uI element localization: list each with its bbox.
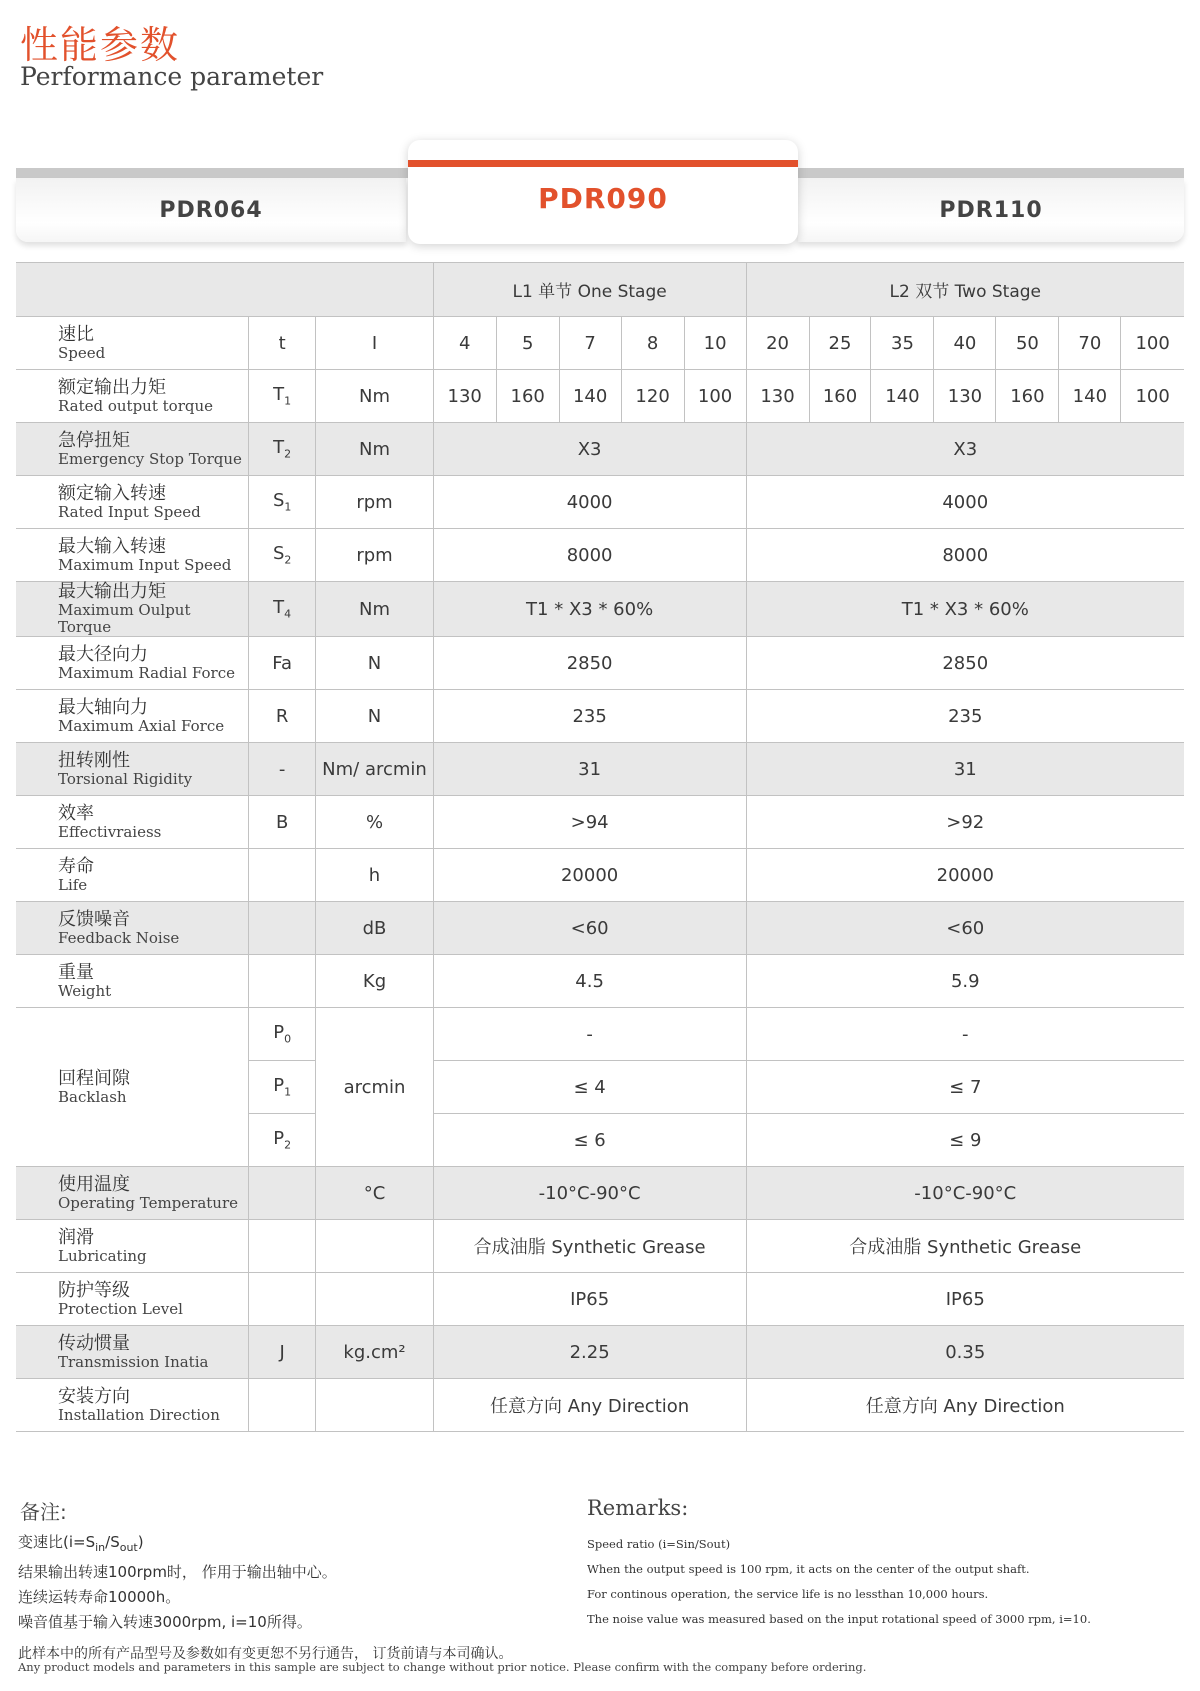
param-name-cn: 最大输出力矩 (58, 581, 166, 602)
unit-cell: rpm (316, 476, 433, 529)
symbol-cell (248, 1220, 315, 1273)
param-name-cn: 额定输入转速 (58, 482, 166, 504)
tab-pdr090-active[interactable] (408, 140, 798, 244)
symbol-subscript: 2 (284, 553, 292, 567)
param-name-en: Speed (58, 343, 106, 362)
l2-value-cell: ≤ 7 (746, 1061, 1184, 1114)
symbol-subscript: 0 (284, 1032, 292, 1046)
table-row (16, 529, 1184, 582)
param-name-cn: 扭转刚性 (58, 749, 130, 771)
symbol-cell (248, 582, 315, 637)
param-name-cell (16, 582, 248, 637)
value-cell: 40 (934, 317, 996, 370)
unit-cell: N (316, 690, 433, 743)
tab-pdr090-label: PDR090 (538, 182, 668, 215)
param-name-cell (16, 796, 248, 849)
param-name-en: Effectivraiess (58, 822, 162, 841)
table-row (16, 1167, 1184, 1220)
footer-notice-en: Any product models and parameters in this sample are subject to change without prior notice. Please confirm with the company before ordering. (18, 1660, 867, 1674)
l1-value-cell: 20000 (433, 849, 746, 902)
symbol-subscript: 1 (284, 1085, 292, 1099)
param-name-cn: 防护等级 (58, 1279, 130, 1301)
value-cell: 140 (871, 370, 934, 423)
param-name-cell (16, 1167, 248, 1220)
param-name-cell (16, 423, 248, 476)
value-cell: 160 (496, 370, 559, 423)
remark-cn-line: 噪音值基于输入转速3000rpm, i=10所得。 (18, 1613, 312, 1631)
symbol-text: B (275, 811, 289, 833)
symbol-cell (248, 476, 315, 529)
symbol-cell (248, 1061, 315, 1114)
param-name-cn: 效率 (58, 802, 94, 824)
symbol-text: T (273, 437, 285, 459)
param-name-en: Torsional Rigidity (58, 769, 193, 788)
symbol-cell (248, 529, 315, 582)
param-name-cell (16, 1273, 248, 1326)
table-row (16, 1379, 1184, 1432)
remarks-cn-title: 备注: (20, 1500, 67, 1524)
symbol-text: T (273, 597, 285, 619)
symbol-subscript: 2 (284, 1138, 292, 1152)
table-row (16, 582, 1184, 637)
param-name-en: Maximum Oulput Torque (58, 601, 191, 636)
table-row (16, 476, 1184, 529)
param-name-cn: 安装方向 (58, 1385, 130, 1407)
unit-cell: N (316, 637, 433, 690)
symbol-text: P (273, 1075, 285, 1097)
unit-cell: °C (316, 1167, 433, 1220)
table-row (16, 955, 1184, 1008)
symbol-cell (248, 796, 315, 849)
param-name-cell (16, 1379, 248, 1432)
param-name-en: Maximum Axial Force (58, 716, 225, 735)
l1-value-cell: >94 (433, 796, 746, 849)
symbol-cell (248, 423, 315, 476)
param-name-cell (16, 690, 248, 743)
backlash-row (16, 1008, 1184, 1061)
param-name-cn: 最大输入转速 (58, 535, 166, 557)
value-cell: 100 (1121, 317, 1184, 370)
l2-value-cell: >92 (746, 796, 1184, 849)
value-cell: 130 (934, 370, 996, 423)
param-name-cell (16, 370, 248, 423)
symbol-cell (248, 955, 315, 1008)
header-blank (16, 263, 433, 317)
l1-value-cell: 4.5 (433, 955, 746, 1008)
value-cell: 20 (746, 317, 809, 370)
value-cell: 8 (621, 317, 684, 370)
table-row (16, 690, 1184, 743)
remark-en-line: Speed ratio (i=Sin/Sout) (587, 1537, 731, 1551)
value-cell: 140 (1059, 370, 1121, 423)
l2-value-cell: 合成油脂 Synthetic Grease (746, 1220, 1184, 1273)
param-name-en: Operating Temperature (58, 1193, 239, 1212)
table-row (16, 370, 1184, 423)
table-row (16, 743, 1184, 796)
param-name-en: Weight (58, 981, 112, 1000)
symbol-cell (248, 1273, 315, 1326)
l1-value-cell: 任意方向 Any Direction (433, 1379, 746, 1432)
symbol-cell (248, 1167, 315, 1220)
param-name-en: Feedback Noise (58, 928, 180, 947)
param-name-cell (16, 1326, 248, 1379)
param-name-cn: 寿命 (58, 855, 94, 877)
param-name-en: Protection Level (58, 1299, 183, 1318)
l1-value-cell: 31 (433, 743, 746, 796)
l2-value-cell: 2850 (746, 637, 1184, 690)
symbol-subscript: 1 (284, 394, 292, 408)
param-name-en: Maximum Radial Force (58, 663, 235, 682)
param-name-cn: 润滑 (58, 1226, 94, 1248)
symbol-cell (248, 1379, 315, 1432)
symbol-text: S (272, 490, 285, 512)
l1-value-cell: 4000 (433, 476, 746, 529)
unit-cell (316, 1220, 433, 1273)
l1-value-cell: T1 * X3 * 60% (433, 582, 746, 637)
param-name-cell (16, 743, 248, 796)
param-name-cell (16, 1220, 248, 1273)
l2-value-cell: 任意方向 Any Direction (746, 1379, 1184, 1432)
param-name-en: Installation Direction (58, 1405, 220, 1424)
l2-value-cell: 4000 (746, 476, 1184, 529)
symbol-cell (248, 690, 315, 743)
value-cell: 35 (871, 317, 934, 370)
symbol-text: P (273, 1128, 285, 1150)
param-name-cn: 重量 (58, 961, 94, 983)
l2-value-cell: - (746, 1008, 1184, 1061)
remark-cn-line: 连续运转寿命10000h。 (18, 1588, 181, 1606)
param-name-en: Maximum Input Speed (58, 555, 232, 574)
l2-value-cell: 20000 (746, 849, 1184, 902)
symbol-subscript: 1 (284, 500, 292, 514)
l1-value-cell: 235 (433, 690, 746, 743)
param-name-cell (16, 1008, 248, 1167)
table-row (16, 637, 1184, 690)
l1-value-cell: -10°C-90°C (433, 1167, 746, 1220)
value-cell: 140 (559, 370, 621, 423)
l2-value-cell: ≤ 9 (746, 1114, 1184, 1167)
value-cell: 25 (809, 317, 871, 370)
symbol-cell (248, 637, 315, 690)
table-row (16, 423, 1184, 476)
symbol-text: J (279, 1341, 285, 1363)
unit-cell: I (316, 317, 433, 370)
remark-en-line: For continous operation, the service life is no lessthan 10,000 hours. (587, 1587, 989, 1601)
param-name-cn: 传动惯量 (58, 1332, 130, 1354)
param-name-cell (16, 317, 248, 370)
symbol-subscript: 2 (284, 447, 292, 461)
stage-header-row (16, 263, 1184, 317)
remarks-en-title: Remarks: (587, 1496, 689, 1520)
unit-cell: Kg (316, 955, 433, 1008)
param-name-cell (16, 637, 248, 690)
param-name-cell (16, 529, 248, 582)
l1-value-cell: ≤ 4 (433, 1061, 746, 1114)
param-name-cell (16, 955, 248, 1008)
unit-cell: dB (316, 902, 433, 955)
table-row (16, 1220, 1184, 1273)
value-cell: 130 (433, 370, 496, 423)
l2-value-cell: -10°C-90°C (746, 1167, 1184, 1220)
l1-value-cell: <60 (433, 902, 746, 955)
param-name-en: Life (58, 875, 88, 894)
l2-value-cell: 235 (746, 690, 1184, 743)
symbol-text: R (275, 705, 289, 727)
l1-value-cell: 合成油脂 Synthetic Grease (433, 1220, 746, 1273)
table-row (16, 902, 1184, 955)
remark-cn-line: 变速比$(i=S_{in}/S_{out})$ (18, 1533, 144, 1554)
unit-cell: Nm (316, 423, 433, 476)
symbol-text: - (278, 758, 286, 780)
param-name-cn: 速比 (58, 323, 94, 345)
unit-cell: Nm/ arcmin (316, 743, 433, 796)
param-name-en: Emergency Stop Torque (58, 449, 242, 468)
remark-cn-line: 结果输出转速100rpm时， 作用于输出轴中心。 (18, 1563, 337, 1581)
symbol-subscript: 4 (284, 607, 292, 621)
value-cell: 5 (496, 317, 559, 370)
value-cell: 7 (559, 317, 621, 370)
stage-l2-header: L2 双节 Two Stage (746, 263, 1184, 317)
param-name-en: Rated output torque (58, 396, 214, 415)
param-name-en: Lubricating (58, 1246, 147, 1265)
l2-value-cell: 5.9 (746, 955, 1184, 1008)
symbol-text: t (278, 332, 286, 354)
unit-cell (316, 1379, 433, 1432)
value-cell: 4 (433, 317, 496, 370)
param-name-cell (16, 849, 248, 902)
l1-value-cell: 8000 (433, 529, 746, 582)
l1-value-cell: IP65 (433, 1273, 746, 1326)
footer-notice-cn: 此样本中的所有产品型号及参数如有变更恕不另行通告， 订货前请与本司确认。 (18, 1646, 513, 1662)
param-name-cell (16, 476, 248, 529)
unit-cell: Nm (316, 582, 433, 637)
l1-value-cell: X3 (433, 423, 746, 476)
symbol-text: T (273, 384, 285, 406)
param-name-cn: 最大轴向力 (58, 696, 148, 718)
param-name-cn: 回程间隙 (58, 1067, 130, 1089)
unit-cell: h (316, 849, 433, 902)
param-name-cn: 使用温度 (58, 1173, 130, 1195)
l2-value-cell: X3 (746, 423, 1184, 476)
remarks-en (587, 1532, 1091, 1632)
symbol-cell (248, 370, 315, 423)
l1-value-cell: ≤ 6 (433, 1114, 746, 1167)
value-cell: 70 (1059, 317, 1121, 370)
table-row (16, 1326, 1184, 1379)
symbol-cell (248, 1114, 315, 1167)
l1-value-cell: - (433, 1008, 746, 1061)
l2-value-cell: T1 * X3 * 60% (746, 582, 1184, 637)
unit-cell: % (316, 796, 433, 849)
value-cell: 120 (621, 370, 684, 423)
unit-cell (316, 1273, 433, 1326)
symbol-cell (248, 902, 315, 955)
symbol-text: Fa (272, 652, 293, 674)
unit-cell: arcmin (316, 1008, 433, 1167)
param-name-en: Transmission Inatia (58, 1352, 209, 1371)
remark-en-line: The noise value was measured based on the input rotational speed of 3000 rpm, i=10. (587, 1612, 1091, 1626)
param-name-cell (16, 902, 248, 955)
l2-value-cell: 31 (746, 743, 1184, 796)
param-name-en: Rated Input Speed (58, 502, 201, 521)
param-name-cn: 急停扭矩 (58, 429, 130, 451)
value-cell: 10 (684, 317, 746, 370)
l1-value-cell: 2850 (433, 637, 746, 690)
l2-value-cell: 0.35 (746, 1326, 1184, 1379)
unit-cell: Nm (316, 370, 433, 423)
param-name-en: Backlash (58, 1087, 127, 1106)
l2-value-cell: IP65 (746, 1273, 1184, 1326)
value-cell: 100 (684, 370, 746, 423)
value-cell: 160 (809, 370, 871, 423)
l2-value-cell: <60 (746, 902, 1184, 955)
table-row (16, 849, 1184, 902)
value-cell: 160 (996, 370, 1059, 423)
l1-value-cell: 2.25 (433, 1326, 746, 1379)
symbol-text: P (273, 1022, 285, 1044)
unit-cell: kg.cm² (316, 1326, 433, 1379)
active-tab-indicator (408, 160, 798, 167)
symbol-text: S (272, 543, 285, 565)
remark-en-line: When the output speed is 100 rpm, it acts on the center of the output shaft. (587, 1562, 1030, 1576)
unit-cell: rpm (316, 529, 433, 582)
symbol-cell (248, 1008, 315, 1061)
table-row (16, 317, 1184, 370)
remarks-cn (18, 1530, 337, 1635)
value-cell: 100 (1121, 370, 1184, 423)
stage-l1-header: L1 单节 One Stage (433, 263, 746, 317)
page-title-en: Performance parameter (20, 62, 324, 91)
param-name-cn: 额定输出力矩 (58, 376, 166, 398)
value-cell: 130 (746, 370, 809, 423)
page-title-cn: 性能参数 (20, 23, 181, 67)
symbol-cell (248, 317, 315, 370)
param-name-cn: 反馈噪音 (58, 908, 130, 930)
tab-pdr064[interactable]: PDR064 (16, 178, 406, 242)
l2-value-cell: 8000 (746, 529, 1184, 582)
table-row (16, 796, 1184, 849)
symbol-cell (248, 849, 315, 902)
table-row (16, 1273, 1184, 1326)
symbol-cell (248, 1326, 315, 1379)
param-name-cn: 最大径向力 (58, 643, 148, 665)
tab-pdr110[interactable]: PDR110 (798, 178, 1184, 242)
value-cell: 50 (996, 317, 1059, 370)
spec-table (16, 262, 1184, 1432)
symbol-cell (248, 743, 315, 796)
